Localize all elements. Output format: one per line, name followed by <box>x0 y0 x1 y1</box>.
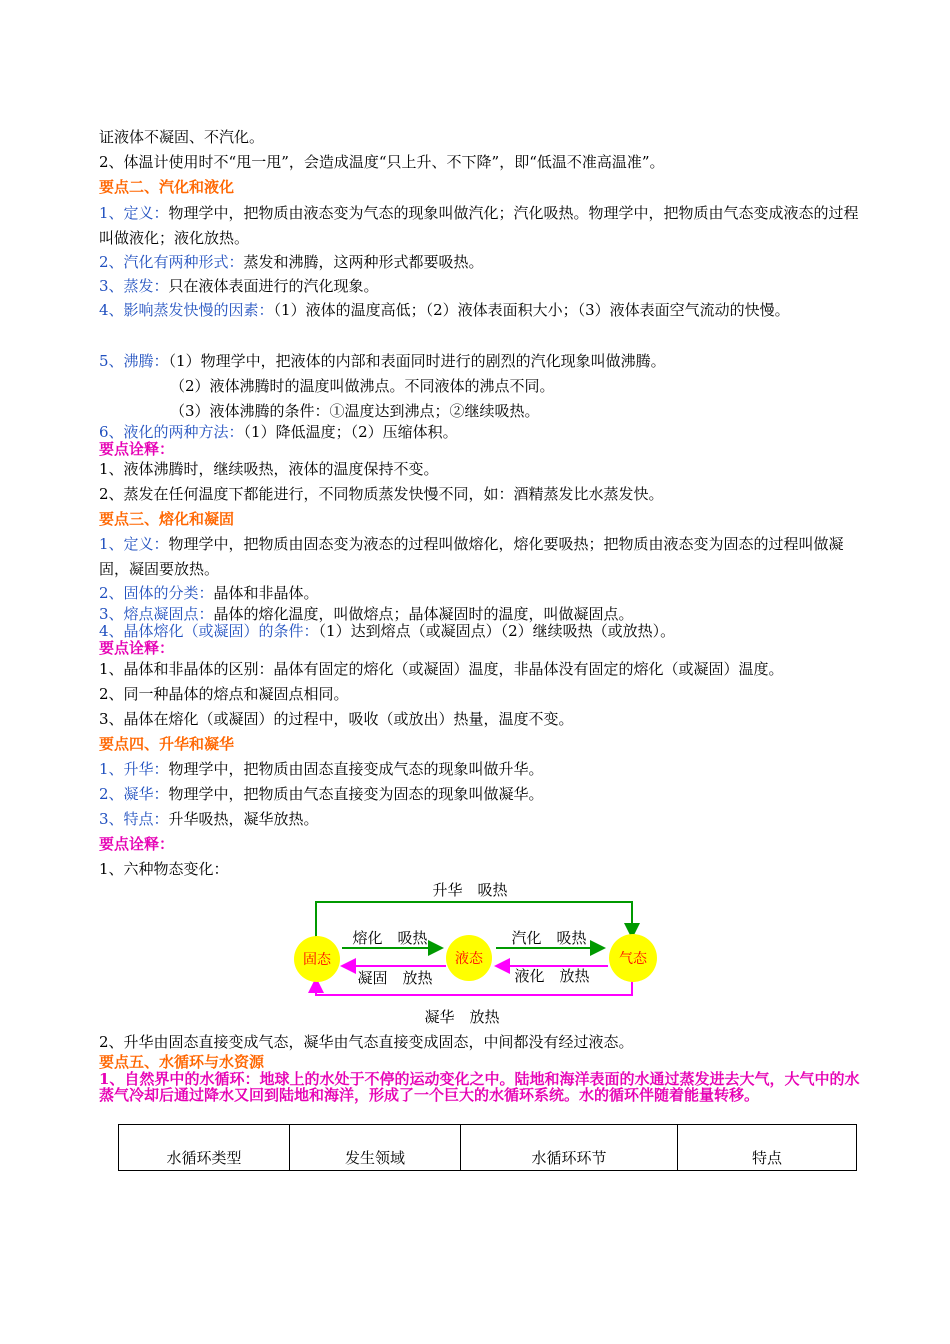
text-line <box>99 584 319 602</box>
item-label: 1、升华： <box>99 760 169 778</box>
table-header-cell: 特点 <box>678 1125 857 1171</box>
definition-paragraph <box>99 298 859 323</box>
text-line <box>99 277 379 295</box>
item-text: （1）达到熔点（或凝固点）（2）继续吸热（或放热）。 <box>318 622 676 640</box>
text-line: 2、同一种晶体的熔点和凝固点相同。 <box>99 685 349 703</box>
water-cycle-table <box>118 1124 857 1171</box>
item-text: 物理学中，把物质由固态变为液态的过程叫做熔化，熔化要吸热；把物质由液态变为固态的过程叫做凝固，凝固要放热。 <box>99 535 844 578</box>
item-text: 升华吸热，凝华放热。 <box>168 810 319 828</box>
deposition-label: 凝华 放热 <box>424 1008 500 1026</box>
note-heading: 要点诠释： <box>99 639 175 657</box>
melting-label: 熔化 吸热 <box>352 929 428 947</box>
text-line: 1、六种物态变化： <box>99 860 229 878</box>
text-line: 3、晶体在熔化（或凝固）的过程中，吸收（或放出）热量，温度不变。 <box>99 710 574 728</box>
definition-paragraph <box>99 201 859 251</box>
section-heading: 要点五、水循环与水资源 <box>99 1053 265 1071</box>
text-line: 证液体不凝固、不汽化。 <box>99 128 265 146</box>
table-header-cell: 发生领域 <box>290 1125 461 1171</box>
table-header-cell: 水循环类型 <box>119 1125 290 1171</box>
item-label: 4、影响蒸发快慢的因素： <box>99 301 274 319</box>
item-text: （1）物理学中，把液体的内部和表面同时进行的剧烈的汽化现象叫做沸腾。 <box>168 352 666 370</box>
definition-paragraph <box>99 532 859 582</box>
sublimation-label: 升华 吸热 <box>432 881 508 899</box>
item-label: 1、定义： <box>99 535 169 553</box>
table-header-cell: 水循环环节 <box>461 1125 678 1171</box>
section-heading: 要点四、升华和凝华 <box>99 735 235 753</box>
item-label: 2、凝华： <box>99 785 169 803</box>
text-line: 2、升华由固态直接变成气态，凝华由气态直接变成固态，中间都没有经过液态。 <box>99 1033 634 1051</box>
text-line <box>99 423 458 441</box>
item-label: 2、固体的分类： <box>99 584 214 602</box>
table-header-row <box>119 1125 857 1171</box>
item-text: 物理学中，把物质由液态变为气态的现象叫做汽化；汽化吸热。物理学中，把物质由气态变成液态的过程叫做液化；液化放热。 <box>99 204 859 247</box>
item-label: 3、蒸发： <box>99 277 169 295</box>
text-line: （2）液体沸腾时的温度叫做沸点。不同液体的沸点不同。 <box>170 377 555 395</box>
section-heading: 要点三、熔化和凝固 <box>99 510 235 528</box>
text-line <box>99 785 544 803</box>
text-line <box>99 760 544 778</box>
item-text: 晶体和非晶体。 <box>213 584 319 602</box>
item-label: 1、定义： <box>99 204 169 222</box>
phase-change-diagram <box>290 875 670 1030</box>
text-line <box>99 253 484 271</box>
text-line: （3）液体沸腾的条件：①温度达到沸点；②继续吸热。 <box>170 402 540 420</box>
text-line: 2、体温计使用时不“甩一甩”，会造成温度“只上升、不下降”，即“低温不准高温准”。 <box>99 153 665 171</box>
section-heading: 要点二、汽化和液化 <box>99 178 235 196</box>
vaporization-label: 汽化 吸热 <box>511 929 587 947</box>
text-line <box>99 352 666 370</box>
item-text: （1）降低温度；（2）压缩体积。 <box>243 423 458 441</box>
item-label: 3、熔点凝固点： <box>99 605 214 623</box>
item-text: 只在液体表面进行的汽化现象。 <box>168 277 379 295</box>
item-text: 物理学中，把物质由固态直接变成气态的现象叫做升华。 <box>168 760 544 778</box>
item-text: 晶体的熔化温度，叫做熔点；晶体凝固时的温度，叫做凝固点。 <box>213 605 634 623</box>
note-heading: 要点诠释： <box>99 440 175 458</box>
item-text: （1）液体的温度高低；（2）液体表面积大小；（3）液体表面空气流动的快慢。 <box>273 301 790 319</box>
text-line: 1、晶体和非晶体的区别：晶体有固定的熔化（或凝固）温度，非晶体没有固定的熔化（或凝固）温度。 <box>99 660 784 678</box>
solidifying-label: 凝固 放热 <box>357 969 433 987</box>
item-label: 6、液化的两种方法： <box>99 423 244 441</box>
text-line <box>99 810 319 828</box>
text-line: 2、蒸发在任何温度下都能进行，不同物质蒸发快慢不同，如：酒精蒸发比水蒸发快。 <box>99 485 664 503</box>
text-line: 1、液体沸腾时，继续吸热，液体的温度保持不变。 <box>99 460 439 478</box>
item-label: 2、汽化有两种形式： <box>99 253 244 271</box>
liquid-label: 液态 <box>455 951 483 967</box>
gas-label: 气态 <box>619 951 647 967</box>
text-line <box>99 605 634 623</box>
liquefaction-label: 液化 放热 <box>514 967 590 985</box>
water-cycle-paragraph: 1、自然界中的水循环：地球上的水处于不停的运动变化之中。陆地和海洋表面的水通过蒸发进去大气，大气中的水蒸气冷却后通过降水又回到陆地和海洋，形成了一个巨大的水循环系统。水的循环伴随着能量转移。 <box>99 1070 860 1104</box>
solid-label: 固态 <box>303 952 331 968</box>
text-line <box>99 622 675 640</box>
item-label: 4、晶体熔化（或凝固）的条件： <box>99 622 319 640</box>
item-text: 物理学中，把物质由气态直接变为固态的现象叫做凝华。 <box>168 785 544 803</box>
item-text: 蒸发和沸腾，这两种形式都要吸热。 <box>243 253 484 271</box>
item-label: 5、沸腾： <box>99 352 169 370</box>
note-heading: 要点诠释： <box>99 835 175 853</box>
item-label: 3、特点： <box>99 810 169 828</box>
